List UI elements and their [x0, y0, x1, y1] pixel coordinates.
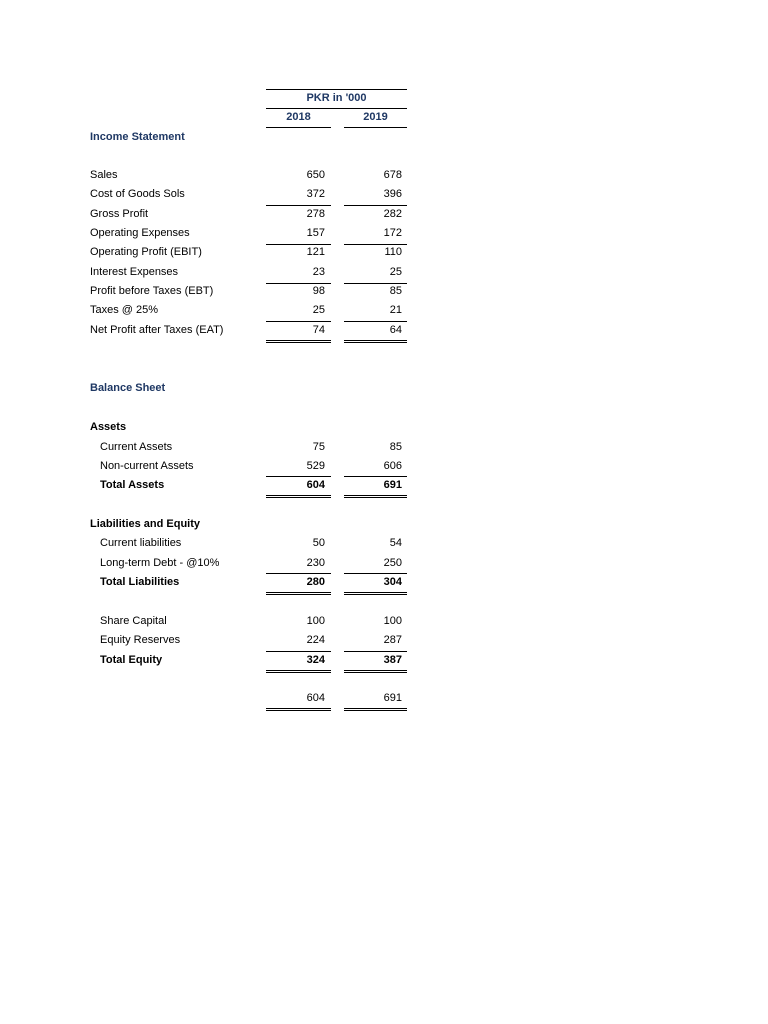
- value-2018: 224: [306, 634, 325, 646]
- header-mid-rule: [266, 108, 407, 109]
- row-label: Profit before Taxes (EBT): [90, 285, 214, 297]
- header-rule-2018: [266, 127, 331, 128]
- value-2019: 25: [389, 266, 402, 278]
- total-double-rule: [344, 340, 407, 343]
- value-2018: 230: [306, 557, 325, 569]
- row-label: Long-term Debt - @10%: [100, 557, 220, 569]
- value-2019: 21: [389, 304, 402, 316]
- liabilities-equity-heading: Liabilities and Equity: [90, 518, 201, 530]
- total-liabilities-label: Total Liabilities: [100, 576, 180, 588]
- row-label: Share Capital: [100, 615, 167, 627]
- total-equity-2018: 324: [306, 654, 325, 666]
- total-equity-label: Total Equity: [100, 654, 163, 666]
- total-double-rule: [266, 495, 331, 498]
- value-2019: 282: [383, 208, 402, 220]
- grand-total-2019: 691: [383, 692, 402, 704]
- subtotal-rule: [266, 651, 331, 652]
- subtotal-rule: [344, 321, 407, 322]
- value-2018: 75: [312, 441, 325, 453]
- value-2018: 23: [312, 266, 325, 278]
- value-2019: 54: [389, 537, 402, 549]
- total-assets-2018: 604: [306, 479, 325, 491]
- total-assets-2019: 691: [383, 479, 402, 491]
- subtotal-rule: [344, 651, 407, 652]
- row-label: Interest Expenses: [90, 266, 179, 278]
- grand-total-2018: 604: [306, 692, 325, 704]
- value-2019: 100: [383, 615, 402, 627]
- row-label: Equity Reserves: [100, 634, 181, 646]
- grand-total-double-rule: [266, 708, 331, 711]
- balance-sheet-title: Balance Sheet: [90, 382, 166, 394]
- value-2018: 100: [306, 615, 325, 627]
- col-header-2018: 2018: [286, 111, 311, 123]
- value-2018: 121: [306, 246, 325, 258]
- row-label: Net Profit after Taxes (EAT): [90, 324, 224, 336]
- row-label: Sales: [90, 169, 118, 181]
- value-2019: 64: [389, 324, 402, 336]
- total-double-rule: [266, 340, 331, 343]
- row-label: Non-current Assets: [100, 460, 194, 472]
- value-2019: 110: [384, 246, 402, 258]
- value-2018: 372: [306, 188, 325, 200]
- total-equity-2019: 387: [383, 654, 402, 666]
- value-2018: 529: [306, 460, 325, 472]
- header-rule-2019: [344, 127, 407, 128]
- total-double-rule: [344, 495, 407, 498]
- value-2019: 396: [383, 188, 402, 200]
- total-double-rule: [266, 592, 331, 595]
- row-label: Operating Profit (EBIT): [90, 246, 202, 258]
- row-label: Current liabilities: [100, 537, 182, 549]
- col-header-2019: 2019: [363, 111, 388, 123]
- row-label: Cost of Goods Sols: [90, 188, 185, 200]
- value-2018: 25: [312, 304, 325, 316]
- subtotal-rule: [344, 573, 407, 574]
- assets-heading: Assets: [90, 421, 127, 433]
- value-2019: 250: [383, 557, 402, 569]
- value-2018: 157: [306, 227, 325, 239]
- total-double-rule: [344, 592, 407, 595]
- value-2019: 287: [383, 634, 402, 646]
- value-2019: 678: [383, 169, 402, 181]
- value-2018: 278: [306, 208, 325, 220]
- value-2018: 74: [312, 324, 325, 336]
- row-label: Current Assets: [100, 441, 173, 453]
- row-label: Operating Expenses: [90, 227, 190, 239]
- value-2019: 85: [389, 285, 402, 297]
- total-double-rule: [266, 670, 331, 673]
- total-liabilities-2018: 280: [306, 576, 325, 588]
- currency-header: PKR in '000: [306, 92, 367, 104]
- subtotal-rule: [344, 205, 407, 206]
- total-double-rule: [344, 670, 407, 673]
- subtotal-rule: [266, 321, 331, 322]
- subtotal-rule: [266, 573, 331, 574]
- row-label: Gross Profit: [90, 208, 149, 220]
- subtotal-rule: [344, 476, 407, 477]
- value-2019: 172: [383, 227, 402, 239]
- value-2018: 98: [312, 285, 325, 297]
- income-statement-title: Income Statement: [90, 131, 185, 143]
- subtotal-rule: [266, 205, 331, 206]
- value-2019: 606: [383, 460, 402, 472]
- value-2018: 650: [306, 169, 325, 181]
- value-2019: 85: [389, 441, 402, 453]
- total-liabilities-2019: 304: [383, 576, 402, 588]
- header-top-rule: [266, 89, 407, 90]
- subtotal-rule: [266, 476, 331, 477]
- total-assets-label: Total Assets: [100, 479, 165, 491]
- value-2018: 50: [312, 537, 325, 549]
- row-label: Taxes @ 25%: [90, 304, 159, 316]
- grand-total-double-rule: [344, 708, 407, 711]
